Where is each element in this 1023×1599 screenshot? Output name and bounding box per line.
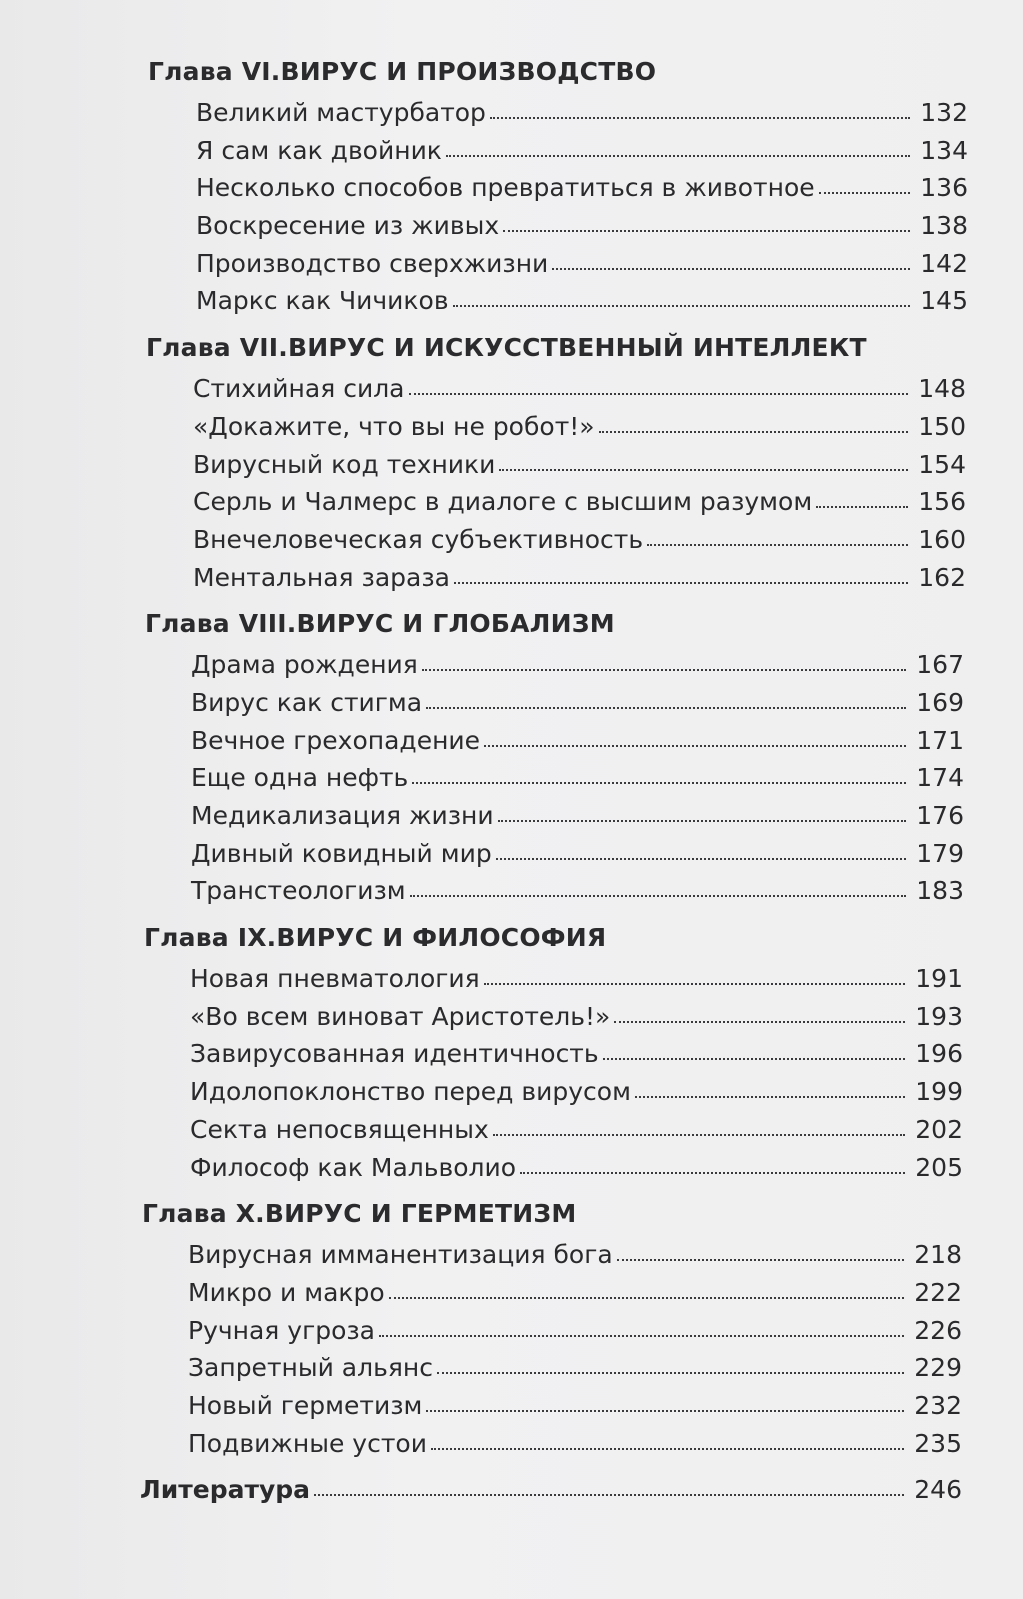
toc-entry[interactable] (0, 370, 966, 408)
toc-entry-page: 205 (915, 1152, 963, 1182)
toc-entry-page: 174 (916, 763, 964, 793)
dot-leader (426, 706, 906, 709)
dot-leader (410, 894, 906, 897)
chapter-title: ВИРУС И ГЕРМЕТИЗМ (264, 1199, 577, 1229)
toc-entry[interactable] (0, 998, 963, 1036)
toc-entry[interactable] (0, 132, 968, 170)
toc-entry-page: 162 (918, 562, 966, 592)
toc-entry[interactable] (0, 1274, 962, 1312)
dot-leader (617, 1258, 904, 1261)
toc-entry-page: 199 (915, 1077, 963, 1107)
toc-entry-page: 136 (920, 173, 968, 203)
toc-entry-page: 176 (916, 801, 964, 830)
toc-entry[interactable] (0, 1073, 963, 1111)
dot-leader (314, 1493, 904, 1496)
toc-entry-title: Новая пневматология (190, 964, 480, 994)
chapter-heading (0, 50, 1023, 94)
toc-literature[interactable] (0, 1468, 962, 1512)
dot-leader (426, 1409, 904, 1412)
toc-entry-title: Несколько способов превратиться в животное (196, 173, 815, 203)
toc-entry-title: Вирус как стигма (191, 687, 423, 717)
toc-entry[interactable] (0, 1111, 963, 1149)
toc-entry-page: 171 (916, 725, 964, 755)
toc-entry[interactable] (0, 1035, 963, 1073)
toc-entry-title: Маркс как Чичиков (196, 286, 449, 316)
toc-entry-title: Воскресение из живых (196, 211, 500, 241)
chapter-title: ВИРУС И ГЛОБАЛИЗМ (296, 609, 615, 639)
chapter-heading (0, 916, 1023, 960)
chapter-number: Глава IX. (144, 923, 277, 953)
chapter-section (0, 50, 1023, 320)
chapter-heading (0, 326, 1023, 370)
toc-entry-page: 179 (916, 838, 964, 868)
toc-entry-page: 235 (914, 1428, 962, 1458)
toc-entry-title: Завирусованная идентичность (190, 1039, 599, 1069)
toc-entry-title: Запретный альянс (188, 1353, 433, 1383)
dot-leader (412, 781, 906, 784)
toc-entry-title: Медикализация жизни (191, 801, 494, 830)
toc-entry[interactable] (0, 207, 968, 245)
dot-leader (498, 819, 906, 822)
toc-entry[interactable] (0, 169, 968, 207)
dot-leader (484, 982, 905, 985)
toc-entry[interactable] (0, 960, 963, 998)
toc-entry-title: Стихийная сила (193, 374, 405, 404)
toc-entry-title: Вирусная имманентизация бога (188, 1240, 613, 1270)
dot-leader (484, 744, 906, 747)
toc-entry-title: Подвижные устои (188, 1428, 427, 1458)
toc-entry[interactable] (0, 872, 964, 910)
dot-leader (520, 1171, 905, 1174)
toc-entry-page: 202 (915, 1114, 963, 1144)
toc-entry-title: Внечеловеческая субъективность (193, 524, 644, 554)
toc-entry[interactable] (0, 646, 964, 684)
toc-entry-title: Я сам как двойник (196, 135, 442, 165)
chapter-heading (0, 1192, 1023, 1236)
toc-entry-page: 134 (920, 135, 968, 165)
toc-entry-page: 148 (918, 374, 966, 404)
toc-entry-page: 218 (914, 1240, 962, 1270)
dot-leader (816, 505, 908, 508)
toc-entry-page: 145 (920, 286, 968, 316)
dot-leader (503, 229, 910, 232)
dot-leader (409, 392, 909, 395)
dot-leader (493, 1133, 905, 1136)
dot-leader (431, 1447, 904, 1450)
toc-entry-title: Микро и макро (188, 1277, 385, 1307)
toc-entry-title: Вечное грехопадение (191, 725, 481, 755)
toc-entry-title: Вирусный код техники (193, 449, 496, 479)
toc-entry-title: Дивный ковидный мир (191, 838, 492, 868)
dot-leader (819, 191, 910, 194)
chapter-number: Глава VII. (146, 333, 288, 363)
chapter-number: Глава VI. (148, 57, 281, 86)
toc-entry-title: Еще одна нефть (191, 763, 409, 793)
toc-entry[interactable] (0, 483, 966, 521)
dot-leader (647, 543, 908, 546)
toc-entry-title: Идолопоклонство перед вирусом (190, 1077, 631, 1107)
dot-leader (490, 116, 910, 119)
toc-entry-page: 150 (918, 411, 966, 441)
toc-entry-title: Новый герметизм (188, 1390, 423, 1420)
dot-leader (614, 1020, 905, 1023)
chapter-section (0, 326, 1023, 596)
toc-entry-title: «Во всем виноват Аристотель!» (190, 1001, 611, 1031)
chapter-number: Глава VIII. (145, 609, 297, 639)
toc-entry-title: Великий мастурбатор (196, 98, 486, 127)
chapter-title: ВИРУС И ИСКУССТВЕННЫЙ ИНТЕЛЛЕКТ (287, 333, 867, 363)
toc-entry[interactable] (0, 408, 966, 446)
dot-leader (499, 468, 908, 471)
toc-entry-page: 167 (916, 650, 964, 680)
toc-entry-page: 222 (914, 1277, 962, 1307)
dot-leader (603, 1057, 905, 1060)
toc-entry[interactable] (0, 245, 968, 283)
toc-entry[interactable] (0, 94, 968, 132)
toc-entry[interactable] (0, 1312, 962, 1350)
toc-entry[interactable] (0, 835, 964, 873)
toc-entry[interactable] (0, 282, 968, 320)
toc-entry-page: 169 (916, 687, 964, 717)
toc-entry[interactable] (0, 722, 964, 760)
toc-entry-page: 193 (915, 1001, 963, 1031)
toc-entry-page: 160 (918, 524, 966, 554)
dot-leader (496, 857, 906, 860)
dot-leader (422, 668, 906, 671)
chapter-number: Глава X. (142, 1199, 265, 1229)
dot-leader (446, 154, 910, 157)
dot-leader (599, 430, 908, 433)
toc-entry[interactable] (0, 1349, 962, 1387)
toc-entry-title: Серль и Чалмерс в диалоге с высшим разумом (193, 487, 813, 517)
toc-entry[interactable] (0, 1387, 962, 1425)
toc-entry[interactable] (0, 797, 964, 835)
toc-entry-page: 138 (920, 211, 968, 241)
toc-entry-page: 226 (914, 1315, 962, 1345)
toc-entry-title: Философ как Мальволио (190, 1152, 517, 1182)
dot-leader (453, 304, 910, 307)
toc-entry-page: 156 (918, 487, 966, 517)
toc-entry-page: 232 (914, 1390, 962, 1420)
chapter-title: ВИРУС И ФИЛОСОФИЯ (276, 923, 607, 953)
toc-entry-title: Ручная угроза (188, 1315, 375, 1345)
toc-entry-page: 142 (920, 248, 968, 278)
toc-entry[interactable] (0, 684, 964, 722)
toc-entry-title: «Докажите, что вы не робот!» (193, 411, 595, 441)
toc-entry[interactable] (0, 1425, 962, 1463)
toc-entry[interactable] (0, 521, 966, 559)
chapter-title: ВИРУС И ПРОИЗВОДСТВО (280, 57, 657, 86)
dot-leader (389, 1296, 904, 1299)
chapter-heading (0, 602, 1023, 646)
toc-entry[interactable] (0, 559, 966, 597)
toc-entry-title: Секта непосвященных (190, 1114, 489, 1144)
toc-entry[interactable] (0, 446, 966, 484)
chapter-section (0, 916, 1023, 1186)
chapter-section (0, 602, 1023, 910)
toc-entry-page: 196 (915, 1039, 963, 1069)
toc-entry-page: 191 (915, 964, 963, 994)
toc-entry-title: Производство сверхжизни (196, 248, 549, 278)
literature-page: 246 (914, 1475, 962, 1505)
toc-entry-page: 154 (918, 449, 966, 479)
chapter-section (0, 1192, 1023, 1462)
toc-entry[interactable] (0, 759, 964, 797)
dot-leader (454, 581, 908, 584)
dot-leader (379, 1334, 904, 1337)
toc-entry-page: 229 (914, 1353, 962, 1383)
toc-entry[interactable] (0, 1149, 963, 1187)
toc-entry-title: Драма рождения (191, 650, 418, 680)
toc-entry[interactable] (0, 1236, 962, 1274)
dot-leader (437, 1371, 904, 1374)
toc-entry-page: 132 (920, 98, 968, 127)
dot-leader (635, 1095, 905, 1098)
literature-title: Литература (140, 1475, 311, 1505)
toc-entry-title: Транстеологизм (191, 876, 406, 906)
toc-entry-title: Ментальная зараза (193, 562, 450, 592)
dot-leader (552, 267, 910, 270)
toc-entry-page: 183 (916, 876, 964, 906)
table-of-contents (0, 50, 1023, 1512)
